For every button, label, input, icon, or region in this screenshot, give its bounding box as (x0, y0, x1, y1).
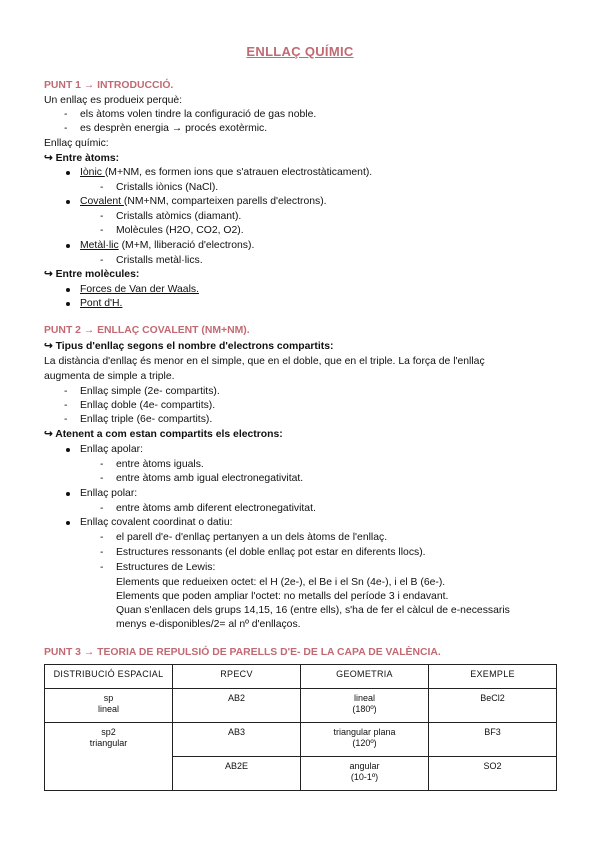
table-cell: BeCl2 (429, 689, 557, 723)
table-row (45, 689, 557, 723)
cell-text: (10-1º) (350, 772, 379, 782)
covalent-sub: Cristalls atòmics (diamant). (116, 211, 242, 222)
dash-marker: - (64, 123, 68, 134)
bullet-icon (66, 448, 70, 452)
bullet-icon (66, 288, 70, 292)
punt1-heading: PUNT 1 → INTRODUCCIÓ. (44, 80, 174, 91)
table-header-cell: GEOMETRIA (301, 665, 429, 689)
metalic-label: Metàl·lic (80, 240, 119, 251)
table-cell: BF3 (429, 723, 557, 757)
metalic-item (80, 239, 254, 252)
tipus-heading: ↪ Tipus d'enllaç segons el nombre d'electrons compartits: (44, 341, 334, 352)
molecules-item: Forces de Van der Waals. (80, 284, 199, 295)
table-cell: AB3 (173, 723, 301, 757)
punt2-heading: PUNT 2 → ENLLAÇ COVALENT (NM+NM). (44, 325, 250, 336)
lewis-line: Elements que poden ampliar l'octet: no metalls del període 3 i endavant. (116, 591, 449, 602)
polar-item: Enllaç polar: (80, 488, 138, 499)
paragraph-line: augmenta de simple a triple. (44, 371, 175, 382)
bond-type-item: Enllaç triple (6e- compartits). (80, 414, 213, 425)
covalent-item (80, 195, 327, 208)
lewis-line: menys e-disponibles/2= al nº d'enllaços. (116, 619, 301, 630)
cell-text: sp (103, 693, 114, 703)
bullet-icon (66, 492, 70, 496)
entre-atoms-heading: ↪ Entre àtoms: (44, 153, 120, 164)
coordinat-sub: Estructures de Lewis: (116, 562, 216, 573)
cell-text: lineal (353, 693, 375, 703)
table-header-cell: EXEMPLE (429, 665, 557, 689)
bond-type-item: Enllaç doble (4e- compartits). (80, 400, 216, 411)
coordinat-sub: el parell d'e- d'enllaç pertanyen a un dels àtoms de l'enllaç. (116, 532, 388, 543)
polar-sub: entre àtoms amb diferent electronegativitat. (116, 503, 316, 514)
metalic-text: (M+M, lliberació d'electrons). (118, 240, 255, 251)
bullet-icon (66, 521, 70, 525)
dash-marker: - (100, 225, 104, 236)
table-cell (301, 689, 429, 723)
rpecv-table (44, 664, 557, 791)
bullet-icon (66, 171, 70, 175)
table-cell: SO2 (429, 757, 557, 791)
table-row (45, 723, 557, 757)
ionic-sub: Cristalls iònics (NaCl). (116, 182, 219, 193)
table-cell (45, 723, 173, 791)
dash-marker: - (100, 532, 104, 543)
covalent-text: (NM+NM, comparteixen parells d'electrons). (123, 196, 327, 207)
covalent-label: Covalent (80, 196, 124, 207)
cell-text: triangular plana (333, 727, 396, 737)
metalic-sub: Cristalls metàl·lics. (116, 255, 203, 266)
paragraph-line: La distància d'enllaç és menor en el simple, que en el doble, que en el triple. La força de l'enllaç (44, 356, 485, 367)
table-header-cell: DISTRIBUCIÓ ESPACIAL (45, 665, 173, 689)
entre-molecules-heading: ↪ Entre molècules: (44, 269, 140, 280)
table-cell (301, 723, 429, 757)
reason-item: es desprèn energia → procés exotèrmic. (80, 123, 268, 134)
enllac-quimic-label: Enllaç químic: (44, 138, 109, 149)
dash-marker: - (100, 255, 104, 266)
dash-marker: - (100, 562, 104, 573)
lewis-line: Quan s'enllacen dels grups 14,15, 16 (entre ells), s'ha de fer el càlcul de e-necessaris (116, 605, 510, 616)
dash-marker: - (64, 386, 68, 397)
cell-text: triangular (89, 738, 128, 748)
dash-marker: - (100, 547, 104, 558)
cell-text: (180º) (352, 704, 377, 714)
table-cell (45, 689, 173, 723)
table-cell (301, 757, 429, 791)
bullet-icon (66, 244, 70, 248)
covalent-sub: Molècules (H2O, CO2, O2). (116, 225, 244, 236)
apolar-item: Enllaç apolar: (80, 444, 143, 455)
apolar-sub: entre àtoms amb igual electronegativitat. (116, 473, 304, 484)
lewis-line: Elements que redueixen octet: el H (2e-), el Be i el Sn (4e-), i el B (6e-). (116, 577, 446, 588)
bullet-icon (66, 302, 70, 306)
ionic-item (80, 166, 372, 179)
dash-marker: - (64, 400, 68, 411)
dash-marker: - (64, 109, 68, 120)
table-cell: AB2E (173, 757, 301, 791)
dash-marker: - (100, 211, 104, 222)
dash-marker: - (100, 503, 104, 514)
apolar-sub: entre àtoms iguals. (116, 459, 204, 470)
document-title: ENLLAÇ QUÍMIC (246, 44, 354, 59)
atenent-heading: ↪ Atenent a com estan compartits els electrons: (44, 429, 283, 440)
dash-marker: - (64, 414, 68, 425)
molecules-item: Pont d'H. (80, 298, 123, 309)
dash-marker: - (100, 182, 104, 193)
cell-text: sp2 (101, 727, 116, 737)
ionic-text: (M+NM, es formen ions que s'atrauen electrostàticament). (104, 167, 373, 178)
dash-marker: - (100, 473, 104, 484)
coordinat-item: Enllaç covalent coordinat o datiu: (80, 517, 233, 528)
reason-item: els àtoms volen tindre la configuració de gas noble. (80, 109, 317, 120)
bond-type-item: Enllaç simple (2e- compartits). (80, 386, 220, 397)
punt1-intro: Un enllaç es produeix perquè: (44, 95, 183, 106)
cell-text: lineal (97, 704, 119, 714)
cell-text: angular (349, 761, 380, 771)
table-cell: AB2 (173, 689, 301, 723)
dash-marker: - (100, 459, 104, 470)
table-header-cell: RPECV (173, 665, 301, 689)
ionic-label: Iònic (80, 167, 105, 178)
table-header-row (45, 665, 557, 689)
bullet-icon (66, 200, 70, 204)
cell-text: (120º) (352, 738, 377, 748)
punt3-heading: PUNT 3 → TEORIA DE REPULSIÓ DE PARELLS D'E- DE LA CAPA DE VALÈNCIA. (44, 647, 441, 658)
coordinat-sub: Estructures ressonants (el doble enllaç pot estar en diferents llocs). (116, 547, 426, 558)
